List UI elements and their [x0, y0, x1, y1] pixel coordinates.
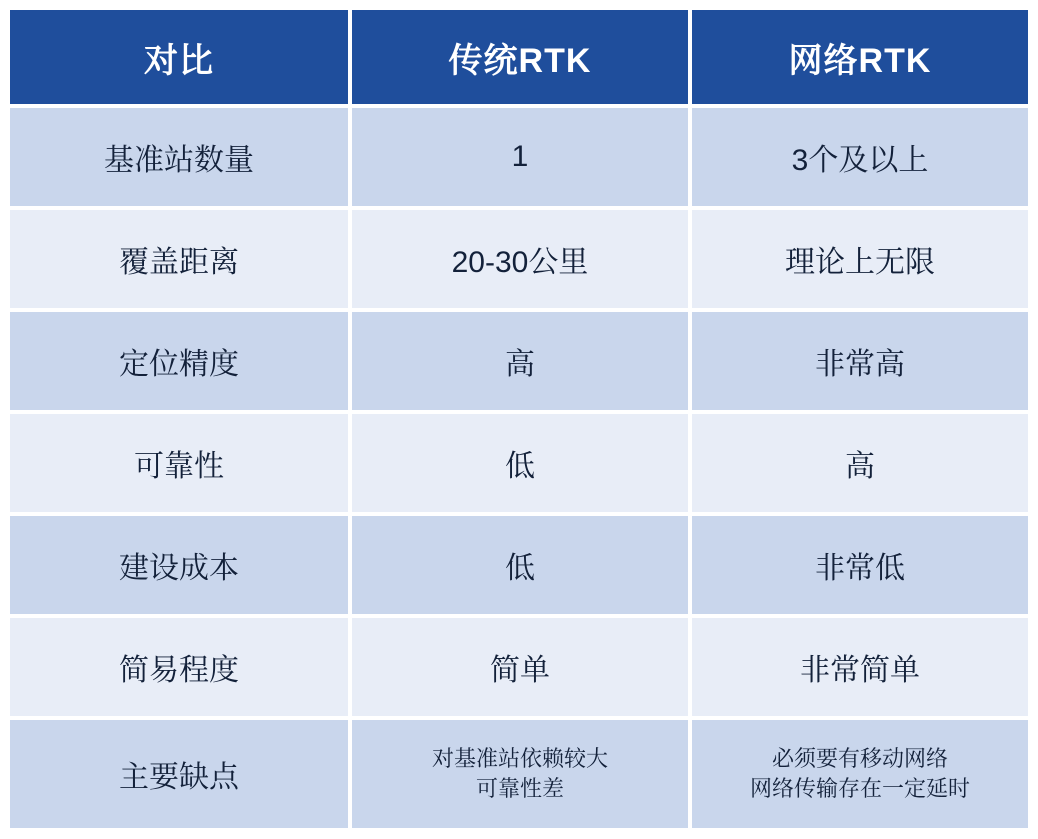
- row-label-main-drawbacks: 主要缺点: [10, 720, 348, 828]
- cell-line: 对基准站依赖较大: [431, 746, 608, 772]
- cell-traditional-base-station-count: 1: [352, 108, 688, 206]
- cell-line: 网络传输存在一定延时: [749, 776, 970, 801]
- row-label-coverage-distance: 覆盖距离: [10, 210, 348, 308]
- cell-line: 可靠性差: [475, 776, 564, 801]
- column-header-traditional-rtk: 传统RTK: [352, 10, 688, 104]
- cell-network-coverage-distance: 理论上无限: [692, 210, 1028, 308]
- column-header-network-rtk: 网络RTK: [692, 10, 1028, 104]
- table-row: [10, 210, 1028, 308]
- column-header-category: 对比: [10, 10, 348, 104]
- row-label-simplicity: 简易程度: [10, 618, 348, 716]
- cell-line: 必须要有移动网络: [771, 746, 948, 772]
- table-row: [10, 720, 1028, 828]
- table-row: [10, 414, 1028, 512]
- row-label-positioning-accuracy: 定位精度: [10, 312, 348, 410]
- cell-traditional-coverage-distance: 20-30公里: [352, 210, 688, 308]
- cell-network-positioning-accuracy: 非常高: [692, 312, 1028, 410]
- cell-traditional-positioning-accuracy: 高: [352, 312, 688, 410]
- table-body: [10, 108, 1028, 828]
- row-label-base-station-count: 基准站数量: [10, 108, 348, 206]
- table-row: [10, 516, 1028, 614]
- row-label-construction-cost: 建设成本: [10, 516, 348, 614]
- cell-network-reliability: 高: [692, 414, 1028, 512]
- cell-network-main-drawbacks: [692, 720, 1028, 828]
- table-header: [10, 10, 1028, 104]
- cell-network-simplicity: 非常简单: [692, 618, 1028, 716]
- cell-traditional-simplicity: 简单: [352, 618, 688, 716]
- row-label-reliability: 可靠性: [10, 414, 348, 512]
- comparison-table: [6, 6, 1032, 832]
- cell-network-construction-cost: 非常低: [692, 516, 1028, 614]
- cell-traditional-main-drawbacks: [352, 720, 688, 828]
- table-header-row: [10, 10, 1028, 104]
- cell-traditional-construction-cost: 低: [352, 516, 688, 614]
- cell-traditional-reliability: 低: [352, 414, 688, 512]
- table-row: [10, 312, 1028, 410]
- cell-network-base-station-count: 3个及以上: [692, 108, 1028, 206]
- table-row: [10, 618, 1028, 716]
- table-row: [10, 108, 1028, 206]
